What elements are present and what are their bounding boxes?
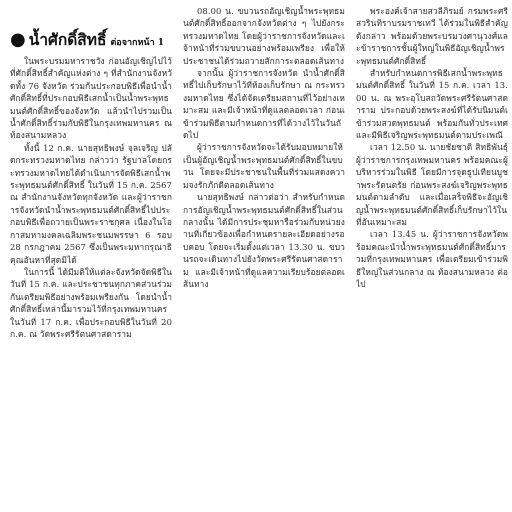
paragraph: สำหรับกำหนดการพิธีเสกน้ำพระพุทธมนต์ศักดิ์สิทธิ์ ในวันที่ 15 ก.ค. เวลา 13.00 น. ณ พระอุโบสถวัดพระศรีรัตนศาสดาราม ประกอบด้วยพระสงฆ์ที่ได้รับนิมนต์เข้าร่วมสวดพุทธมนต์ พร้อมกันทั่วประเทศ และมีพิธีเจริญพระพุทธมนต์ตามประเพณี [356, 68, 508, 141]
article-column-2 [183, 5, 345, 510]
continued-from-label: ต่อจากหน้า 1 [110, 38, 165, 48]
paragraph: จากนั้น ผู้ว่าราชการจังหวัด นำน้ำศักดิ์สิทธิ์ไปเก็บรักษาไว้ที่ห้องเก็บรักษา ณ กระทรวงมหาดไทย ซึ่งได้จัดเตรียมสถานที่ไว้อย่างเหมาะสม และมีเจ้าหน้าที่ดูแลตลอดเวลา ก่อนเข้าร่วมพิธีตามกำหนดการที่ได้วางไว้ในวันถัดไป [183, 68, 345, 141]
paragraph: 08.00 น. ขบวนรถอัญเชิญน้ำพระพุทธมนต์ศักดิ์สิทธิ์ออกจากจังหวัดต่าง ๆ ไปยังกระทรวงมหาดไทย โดยผู้ว่าราชการจังหวัดและเจ้าหน้าที่ร่วมขบวนอย่างพร้อมเพรียง เพื่อให้ประชาชนได้ร่วมถวายสักการะตลอดเส้นทาง [183, 6, 345, 66]
paragraph: เวลา 12.50 น. นายชัยชาติ สิทธิพันธุ์ ผู้ว่าราชการกรุงเทพมหานคร พร้อมคณะผู้บริหารร่วมในพิธี โดยมีการจุดธูปเทียนบูชาพระรัตนตรัย ก่อนพระสงฆ์เจริญพระพุทธมนต์ตามลำดับ และเมื่อเสร็จพิธีจะอัญเชิญน้ำพระพุทธมนต์ศักดิ์สิทธิ์เก็บรักษาไว้ในที่อันเหมาะสม [356, 142, 508, 227]
paragraph: พระองค์เจ้าสายสวลีภิรมย์ กรมพระศรีสวรินทิราบรมราชเทวี ได้ร่วมในพิธีสำคัญดังกล่าว พร้อมด้วยพระบรมวงศานุวงศ์และข้าราชการชั้นผู้ใหญ่ในพิธีอัญเชิญน้ำพระพุทธมนต์ศักดิ์สิทธิ์ [356, 6, 508, 66]
paragraph: ผู้ว่าราชการจังหวัดจะได้รับมอบหมายให้เป็นผู้อัญเชิญน้ำพระพุทธมนต์ศักดิ์สิทธิ์ในขบวน โดยจะมีประชาชนในพื้นที่ร่วมแสดงความจงรักภักดีตลอดเส้นทาง [183, 142, 345, 190]
article-heading [10, 30, 172, 52]
paragraph: ในการนี้ ได้มีมติให้แต่ละจังหวัดจัดพิธีในวันที่ 15 ก.ค. และประชาชนทุกภาคส่วนร่วมกันเตรียมพิธีอย่างพร้อมเพรียงกัน โดยนำน้ำศักดิ์สิทธิ์เหล่านี้มารวมไว้ที่กรุงเทพมหานคร ในวันที่ 17 ก.ค. เพื่อประกอบพิธีในวันที่ 20 ก.ค. ณ วัดพระศรีรัตนศาสดาราม [10, 266, 172, 339]
article-title: น้ำศักดิ์สิทธิ์ [28, 30, 107, 49]
paragraph: นายสุทธิพงษ์ กล่าวต่อว่า สำหรับกำหนดการอัญเชิญน้ำพระพุทธมนต์ศักดิ์สิทธิ์ในส่วนกลางนั้น ได้มีการประชุมหารือร่วมกับหน่วยงานที่เกี่ยวข้องเพื่อกำหนดรายละเอียดอย่างรอบคอบ โดยจะเริ่มตั้งแต่เวลา 13.30 น. ขบวนรถจะเดินทางไปยังวัดพระศรีรัตนศาสดาราม และมีเจ้าหน้าที่ดูแลความเรียบร้อยตลอดเส้นทาง [183, 192, 345, 289]
paragraph: ทั้งนี้ 12 ก.ค. นายสุทธิพงษ์ จุลเจริญ ปลัดกระทรวงมหาดไทย กล่าวว่า รัฐบาลโดยกระทรวงมหาดไทยได้ดำเนินการจัดพิธีเสกน้ำพระพุทธมนต์ศักดิ์สิทธิ์ ในวันที่ 15 ก.ค. 2567 ณ สำนักงานจังหวัดทุกจังหวัด และผู้ว่าราชการจังหวัดนำน้ำพระพุทธมนต์ศักดิ์สิทธิ์ไปประกอบพิธีเพื่อถวายเป็นพระราชกุศล เนื่องในโอกาสมหามงคลเฉลิมพระชนมพรรษา 6 รอบ 28 กรกฎาคม 2567 ซึ่งเป็นพระมหากรุณาธิคุณอันหาที่สุดมิได้ [10, 142, 172, 265]
paragraph: เวลา 13.45 น. ผู้ว่าราชการจังหวัดพร้อมคณะนำน้ำพระพุทธมนต์ศักดิ์สิทธิ์มารวมที่กรุงเทพมหานคร เพื่อเตรียมเข้าร่วมพิธีใหญ่ในส่วนกลาง ณ ท้องสนามหลวง ต่อไป [356, 229, 508, 289]
article-column-1 [10, 55, 172, 510]
bullet-icon: ● [10, 29, 26, 50]
article-column-3 [356, 5, 508, 510]
paragraph: ในพระบรมมหาราชวัง ก่อนอัญเชิญไปไว้ที่ศักดิ์สิทธิ์สำคัญแห่งต่าง ๆ ที่สำนักงานจังหวัดทั้ง 76 จังหวัด ร่วมกันประกอบพิธีเพื่อนำน้ำศักดิ์สิทธิ์ที่ประกอบพิธีเสกน้ำเป็นน้ำพระพุทธมนต์ศักดิ์สิทธิ์ของจังหวัด แล้วนำไปรวมเป็นน้ำศักดิ์สิทธิ์ร่วมกับพิธีในกรุงเทพมหานคร ณ ท้องสนามหลวง [10, 56, 172, 141]
